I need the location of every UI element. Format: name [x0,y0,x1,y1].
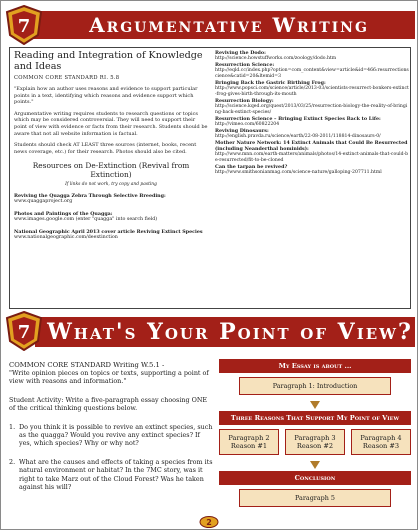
resource-title: Resurrection Biology: [215,98,274,104]
reason-paragraph: Paragraph 4 [360,434,402,442]
badge-number: 7 [17,16,31,37]
left-column [14,50,208,241]
question-number: 1. [9,422,16,431]
top-banner-title: Argumentative Writing [89,13,369,37]
resource-link[interactable]: http://www.mnn.com/earth-matters/animals/photos/14-extinct-animals-that-could-be-resurrected/fit-to-be-cloned [215,152,409,163]
seven-badge-icon [5,5,43,45]
section-heading: Reading and Integration of Knowledge and Ideas [14,50,203,72]
resource-title: Reviving Dinosaurs: [215,128,269,134]
paragraph-argumentative: Argumentative writing requires students to research questions or topics which may be considered controversial. They will need to support their point of view with evidence or facts from their research. Students should be aware that not all website information is factual. [14,110,208,137]
question-item [9,458,213,492]
resource-item [215,50,409,62]
resource-link[interactable]: http://www.popsci.com/science/article/2013-03/scientists-resurrect-bonkers-extinct-frog-gives-birth-through-its-mouth [215,86,409,97]
source-item [14,229,208,241]
question-text: Do you think it is possible to revive an extinct species, such as the quagga? Would you revive any extinct species? If yes, which species? Why or why not? [19,422,213,448]
resource-title: Mother Nature Network: 14 Extinct Animals that Could Be Resurrected (including Neanderthal hominids): [215,140,408,152]
essay-header: My Essay is about ... [219,359,411,373]
reason-box [351,429,411,455]
point-of-view-banner [5,309,415,353]
right-column [215,50,409,176]
resource-item [215,62,409,80]
top-banner [5,5,415,45]
question-item [9,423,213,448]
conclusion-header: Conclusion [219,471,411,485]
resource-title: Resurrection Science: [215,62,275,68]
down-arrow-icon [310,401,320,409]
source-link[interactable]: www.nationalgeographic.com/deextinction [14,234,118,240]
resource-link[interactable]: http://www.smithsonianmag.com/science-nature/galloping-207711.html [215,170,382,175]
paragraph-sources: Students should check AT LEAST three sources (internet, books, recent news coverage, etc.) for their research. Photos should also be cited. [14,142,197,155]
resource-title: Resurrection Science – Bringing Extinct Species Back to Life: [215,116,381,122]
resource-item [215,80,409,98]
reason-label: Reason #2 [296,442,334,451]
source-link[interactable]: www.quaggaproject.org [14,198,73,204]
standard-label: COMMON CORE STANDARD RI. 5.8 [14,75,120,81]
reasons-row [219,429,411,455]
resource-item [215,116,409,128]
source-item [14,193,208,205]
resource-link[interactable]: http://science.kqed.org/quest/2013/03/25/resurrection-biology-the-reality-of-bringing-back-extinct-species/ [215,104,408,115]
writing-standard: COMMON CORE STANDARD Writing W.5.1 - [9,361,165,369]
resource-title: Can the tarpan be revived? [215,164,288,170]
reason-label: Reason #3 [362,442,400,451]
essay-organizer [219,359,411,507]
source-title: Photos and Paintings of the Quagga: [14,210,113,217]
standard-quote: "Explain how an author uses reasons and evidence to support particular points in a text, identifying which reasons and evidence support which points." [14,86,198,106]
reason-box [219,429,279,455]
resource-link[interactable]: http://vimeo.com/60822204 [215,122,280,127]
reason-paragraph: Paragraph 2 [228,434,270,442]
resource-item [215,164,409,176]
activity-section [9,361,213,491]
seven-badge-icon [5,311,43,351]
resources-panel [9,47,411,309]
writing-quote: "Write opinion pieces on topics or texts, supporting a point of view with reasons and information." [9,369,209,386]
resource-title: Reviving the Dodo: [215,50,266,56]
page-number: 2 [206,518,212,527]
paragraph-5-box: Paragraph 5 [239,489,391,507]
resource-item [215,140,409,164]
down-arrow-icon [310,461,320,469]
resources-note: If links do not work, try copy and pasting [65,181,157,187]
question-number: 2. [9,457,16,466]
resource-title: Bringing Back the Gastric Birthing Frog: [215,80,326,86]
page-number-badge [199,516,219,528]
reason-label: Reason #1 [230,442,268,451]
reason-box [285,429,345,455]
source-title: Reviving the Quagga Zebra Through Selective Breeding: [14,192,166,199]
reasons-header: Three Reasons That Support My Point of View [219,411,411,425]
resource-link[interactable]: http://science.howstuffworks.com/zoology/dodo.htm [215,56,337,61]
source-title: National Geographic April 2013 cover article Reviving Extinct Species [14,228,203,235]
paragraph-1-box: Paragraph 1: Introduction [239,377,391,395]
question-text: What are the causes and effects of taking a species from its natural environment or habitat? In the 7MC story, was it right to take Marz out of the Cloud Forest? Was he taken against his will? [19,457,213,492]
resource-link[interactable]: http://english.pravda.ru/science/earth/22-08-2011/118814-dinosaurs-0/ [215,134,381,139]
source-link[interactable]: www.images.google.com (enter "quagga" into search field) [14,216,158,222]
source-item [14,211,208,223]
resource-link[interactable]: http://eqld.cc/index.php?option=com_content&view=article&id=466:resurrectionscience&catid=20&ltemid=3 [215,68,409,79]
reason-paragraph: Paragraph 3 [294,434,336,442]
pov-banner-title: What's Your Point of View? [47,319,413,345]
student-activity: Student Activity: Write a five-paragraph essay choosing ONE of the critical thinking questions below. [9,395,208,413]
badge-number: 7 [17,322,31,343]
resources-heading: Resources on De-Extinction (Revival from Extinction) [32,161,190,179]
resource-item [215,98,409,116]
resource-item [215,128,409,140]
